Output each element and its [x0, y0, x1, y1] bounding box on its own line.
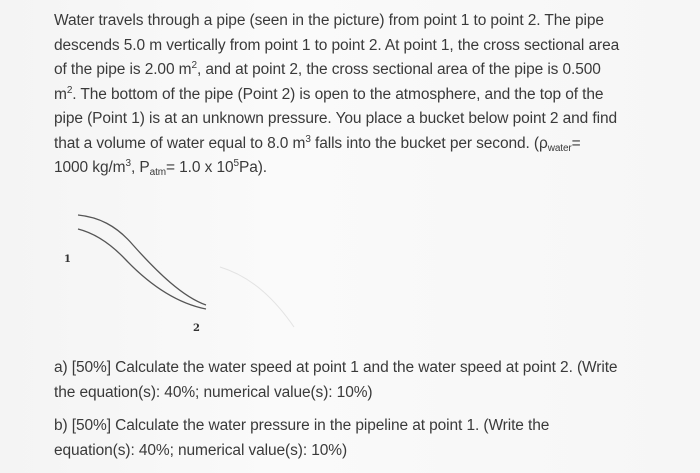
- problem-line: 1000 $kg/m^3$, $P_{atm}= 1.0$ x $10^5Pa$).: [54, 158, 267, 178]
- pipe-diagram: [58, 205, 318, 345]
- question-b: [54, 414, 654, 463]
- question-a-line: the equation(s): 40%; numerical value(s): 10%): [54, 383, 373, 401]
- problem-line: that a volume of water equal to 8.0 $m^3$ falls into the bucket per second. ($\rho_{water}=$: [54, 133, 581, 154]
- point-2-label: 2: [193, 323, 200, 334]
- question-b-line: equation(s): 40%; numerical value(s): 10%): [54, 441, 348, 459]
- point-1-label: 1: [64, 254, 71, 265]
- pipe-upper-wall: [78, 215, 206, 305]
- problem-line: Water travels through a pipe (seen in the picture) from point 1 to point 2. The pipe: [54, 12, 604, 29]
- question-a-line: a) [50%] Calculate the water speed at point 1 and the water speed at point 2. (Write: [54, 359, 618, 376]
- pipe-lower-wall: [78, 229, 206, 309]
- faint-curve: [220, 267, 294, 327]
- question-b-line: b) [50%] Calculate the water pressure in the pipeline at point 1. (Write the: [54, 417, 550, 434]
- problem-line: pipe (Point 1) is at an unknown pressure. You place a bucket below point 2 and find: [54, 110, 617, 127]
- problem-line: of the pipe is 2.00 $m^2$, and at point 2, the cross sectional area of the pipe is 0.500: [54, 60, 601, 78]
- question-a: [54, 356, 654, 405]
- problem-line: descends 5.0 m vertically from point 1 to point 2. At point 1, the cross sectional area: [54, 36, 620, 54]
- problem-statement: [54, 9, 654, 181]
- problem-line: $m^2$. The bottom of the pipe (Point 2) is open to the atmosphere, and the top of the: [54, 84, 604, 103]
